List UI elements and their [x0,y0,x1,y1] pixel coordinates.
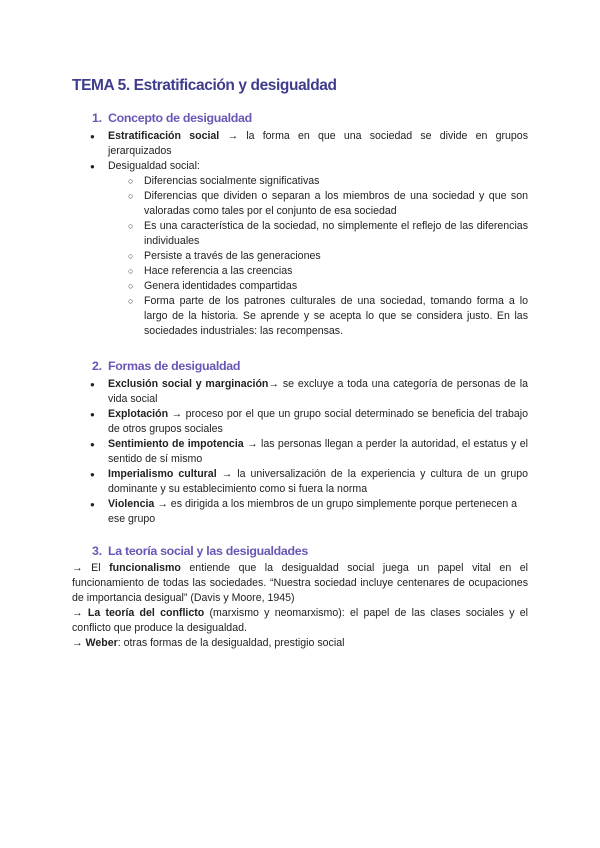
sub-list-item: ○ Genera identidades compartidas [128,279,528,294]
section-3-title: La teoría social y las desigualdades [108,544,308,558]
section-1-title: Concepto de desigualdad [108,111,252,125]
sub-list-item: ○ Es una característica de la sociedad, no simplemente el reflejo de las diferencias individuales [128,219,528,249]
term-bold: Violencia [108,498,155,510]
section-1-number: 1. [92,111,102,125]
section-1-list [90,129,528,339]
paragraph [72,606,528,636]
page-title: TEMA 5. Estratificación y desigualdad [72,77,337,94]
paragraph [72,636,528,651]
item-text: → se excluye a toda una categoría de personas de la vida social [108,378,528,405]
term-bold: Exclusión social y marginación [108,378,269,390]
section-2-number: 2. [92,359,102,373]
item-text: → proceso por el que un grupo social determinado se beneficia del trabajo de otros grupos sociales [108,408,528,435]
sub-list-item: ○ Persiste a través de las generaciones [128,249,528,264]
section-2-title: Formas de desigualdad [108,359,241,373]
arrow-prefix: → [72,637,86,649]
term-bold: Weber [85,637,118,649]
section-2-list [90,377,528,527]
paragraph-text: : otras formas de la desigualdad, prestigio social [117,637,345,649]
list-item [90,467,528,497]
sub-list-item: ○ Diferencias socialmente significativas [128,174,528,189]
section-2-heading [92,358,240,374]
list-item [90,377,528,407]
item-text: Desigualdad social: [108,160,200,172]
paragraph-text: entiende que la desigualdad social juega un papel vital en el funcionamiento de todas las sociedades. “Nuestra sociedad incluye centenares de ocupaciones de importancia desigual” (Davis y Moore, 1945) [72,562,528,604]
term-bold: Explotación [108,408,169,420]
list-item [90,497,528,527]
list-item [90,159,528,339]
arrow-prefix: → [72,607,88,619]
term-bold: funcionalismo [109,562,181,574]
item-text: → es dirigida a los miembros de un grupo simplemente porque pertenecen a ese grupo [108,498,518,525]
term-bold: La teoría del conflicto [87,607,205,619]
section-3-body [72,561,528,651]
list-item [90,129,528,159]
paragraph [72,561,528,606]
item-text: → las personas llegan a perder la autoridad, el estatus y el sentido de sí mismo [108,438,528,465]
item-text: → la universalización de la experiencia y cultura de un grupo dominante y su establecimiento como si fuera la norma [108,468,528,495]
section-1-heading [92,110,252,126]
sub-list-item: ○ Diferencias que dividen o separan a los miembros de una sociedad y que son valoradas como tales por el conjunto de esa sociedad [128,189,528,219]
paragraph-text: (marxismo y neomarxismo): el papel de las clases sociales y el conflicto que produce la desigualdad. [72,607,528,634]
sub-list-item: ○ Forma parte de los patrones culturales de una sociedad, tomando forma a lo largo de la historia. Se aprende y se acepta lo que se considera justo. En las sociedades industriales: las recompensas. [128,294,528,339]
term-bold: Imperialismo cultural [108,468,217,480]
list-item [90,437,528,467]
list-item [90,407,528,437]
arrow-prefix: → El [72,562,110,574]
term-bold: Estratificación social [108,130,220,142]
section-3-number: 3. [92,544,102,558]
section-3-heading [92,543,308,559]
sub-list [128,174,528,339]
item-text: → la forma en que una sociedad se divide en grupos jerarquizados [108,130,528,157]
term-bold: Sentimiento de impotencia [108,438,244,450]
sub-list-item: ○ Hace referencia a las creencias [128,264,528,279]
